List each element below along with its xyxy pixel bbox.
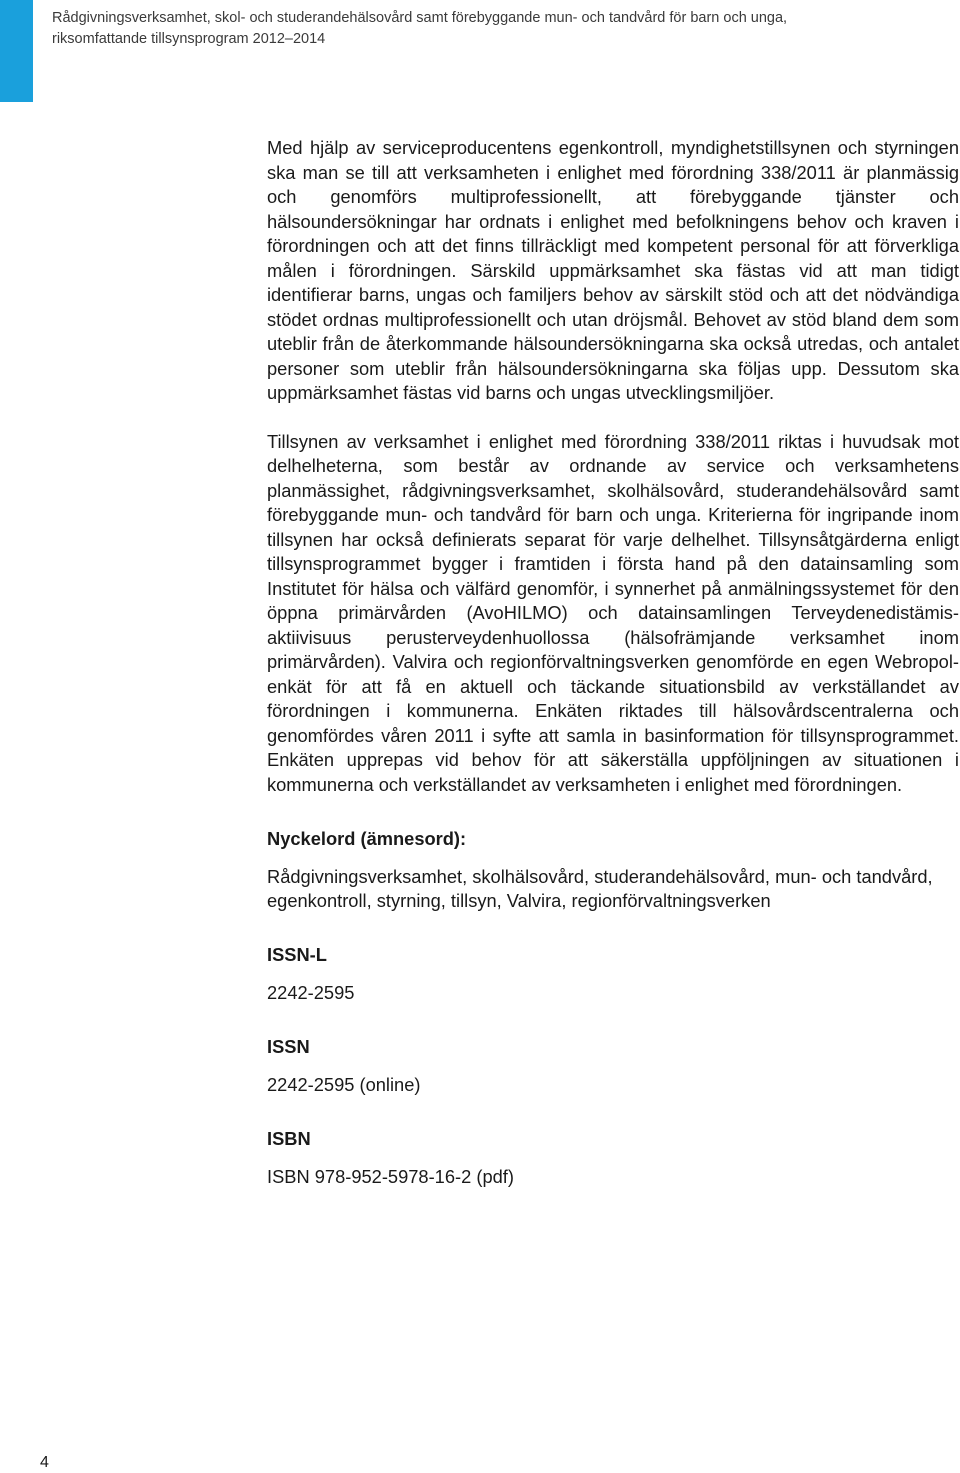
issn-l-heading: ISSN-L bbox=[267, 943, 327, 965]
running-header-line-1: Rådgivningsverksamhet, skol- och studerandehälsovård samt förebyggande mun- och tandvård för barn och unga, bbox=[52, 10, 788, 26]
running-header-line-2: riksomfattande tillsynsprogram 2012–2014 bbox=[52, 31, 326, 47]
isbn-value: ISBN 978-952-5978-16-2 (pdf) bbox=[267, 1166, 514, 1187]
running-header bbox=[52, 8, 942, 50]
issn-value: 2242-2595 (online) bbox=[267, 1074, 421, 1095]
issn-heading: ISSN bbox=[267, 1035, 310, 1057]
header-accent-bar bbox=[0, 0, 33, 102]
isbn-heading: ISBN bbox=[267, 1127, 311, 1149]
issn-l-value: 2242-2595 bbox=[267, 982, 355, 1003]
keywords-text: Rådgivningsverksamhet, skolhälsovård, studerandehälsovård, mun- och tandvård, egenkontroll, styrning, tillsyn, Valvira, regionförvaltningsverken bbox=[267, 865, 933, 911]
keywords-heading: Nyckelord (ämnesord): bbox=[267, 828, 467, 849]
body-paragraph-1: Med hjälp av serviceproducentens egenkontroll, myndighetstillsynen och styrningen ska man se till att verksamheten i enlighet med förordning 338/2011 är planmässig och genomförs multiprofessionellt, att förebyggande tjänster och hälsoundersökningar har ordnats i enlighet med befolkningens behov och kraven i förordningen och att det finns tillräckligt med kompetent personal för att förverkliga målen i förordningen. Särskild uppmärksamhet ska fästas vid att man tidigt identifierar barns, ungas och familjers behov av särskilt stöd och att det nödvändiga stödet ordnas multiprofessionellt och utan dröjsmål. Behovet av stöd bland dem som uteblir från de återkommande hälsoundersökningarna ska också utredas, och antalet personer som uteblir från hälsoundersökningarna ska följas upp. Dessutom ska uppmärksamhet fästas vid barns och ungas utvecklingsmiljöer. bbox=[267, 137, 959, 403]
body-paragraph-2: Tillsynen av verksamhet i enlighet med förordning 338/2011 riktas i huvudsak mot delhelheterna, som består av ordnande av service och verksamhetens planmässighet, rådgivningsverksamhet, skolhälsovård, studerandehälsovård samt förebyggande mun- och tandvård för barn och unga. Kriterierna för ingripande inom tillsynen har också definierats separat för varje delhelhet. Tillsynsåtgärderna enligt tillsynsprogrammet bygger i framtiden i första hand på den datainsamling som Institutet för hälsa och välfärd genomför, i synnerhet på anmälningssystemet för den öppna primärvården (AvoHILMO) och datainsamlingen Terveydenedistämisaktiivisuus perusterveydenhuollossa (hälsofrämjande verksamhet inom primärvården). Valvira och regionförvaltningsverken genomförde en egen Webropol-enkät för att få en aktuell och täckande situationsbild av verkställandet av förordningen i kommunerna. Enkäten riktades till hälsovårdscentralerna och genomfördes våren 2011 i syfte att samla in basinformation för tillsynsprogrammet. Enkäten upprepas vid behov för att säkerställa uppföljningen av situationen i kommunerna och verkställandet av verksamheten i enlighet med förordningen. bbox=[267, 430, 959, 795]
main-content bbox=[267, 136, 959, 1190]
page-number: 4 bbox=[40, 1454, 49, 1471]
